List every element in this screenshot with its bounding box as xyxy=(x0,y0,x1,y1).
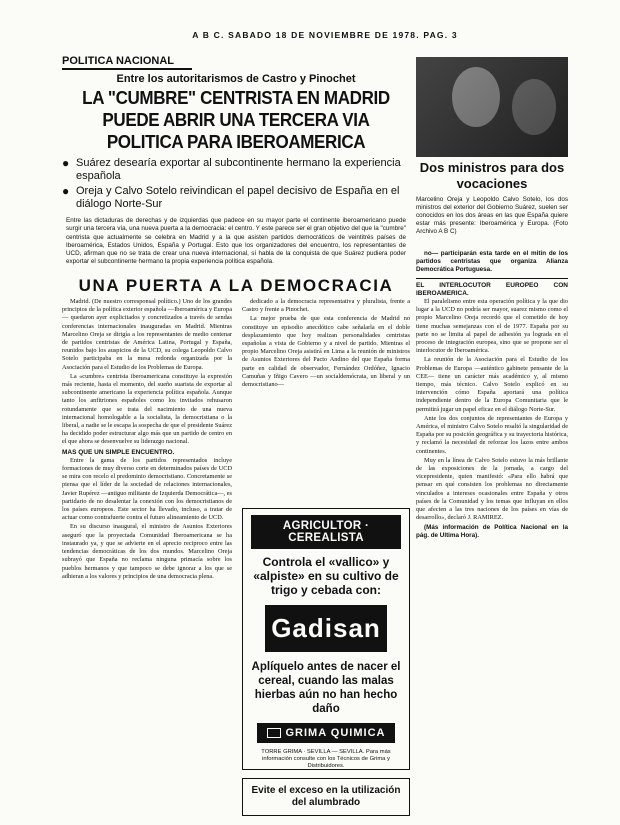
article-column-1 xyxy=(62,298,232,582)
ad-text: Aplíquelo antes de nacer el cereal, cuando las malas hierbas aún no han hecho daño xyxy=(251,661,401,715)
ad-address: TORRE GRIMA · SEVILLA — SEVILLA. Para más información consulte con los Técnicos de Grima y Distribuidores. xyxy=(261,749,391,769)
main-article xyxy=(62,55,410,267)
intro-paragraph: Entre las dictaduras de derechas y de izquierdas que padece en su mayor parte el continente iberoamericano puede surgir una tercera vía, una nueva puerta a la democracia: el centro. Y este parece ser el gran objetivo del que la "cumbre" centrista que actualmente se celebra en Madrid y a la que asisten partidos democráticos de veintitrés países de Iberoamérica, Estados Unidos, España y Portugal. Esto que los organizadores del encuentro, los representantes de UCD, afirman que no se trata de crear una nueva internacional, sí habla de la conquista de que Suárez pudiera poder exportar el subcontinente hermano la propia experiencia política española. xyxy=(66,217,406,266)
advertisement-gadisan[interactable] xyxy=(242,508,410,770)
ad-text: Controla el «vallico» y «alpiste» en su cultivo de trigo y cebada con: xyxy=(253,555,399,597)
photo-headline[interactable]: Dos ministros para dos vocaciones xyxy=(419,160,565,191)
subhead: EL INTERLOCUTOR EUROPEO CON IBEROAMERICA. xyxy=(416,281,568,297)
photo-ministers xyxy=(416,57,568,157)
bullet-item xyxy=(62,157,410,183)
article-column-3 xyxy=(416,250,568,541)
paragraph: no— participarán esta tarde en el mitin de los partidos centristas que organiza Alianza Democrática Portuguesa. xyxy=(416,250,568,274)
section-headline[interactable]: UNA PUERTA A LA DEMOCRACIA xyxy=(78,276,394,295)
paragraph: La reunión de la Asociación para el Estudio de los Problemas de Europa —auténtico gabinete pensante de la CEE— tiene un carácter más académico y, al mismo tiempo, más técnico. Calvo Sotelo explicó en su intervención cómo España aportará una política independiente dentro de la Europa Comunitaria que le permitirá jugar un papel eficaz en el diálogo Norte-Sur. xyxy=(416,356,568,413)
ad-brand xyxy=(257,723,395,743)
bullet-text: Oreja y Calvo Sotelo reivindican el papel decisivo de España en el diálogo Norte-Sur xyxy=(76,185,400,210)
paragraph: La mejor prueba de que esta conferencia de Madrid no constituye un episodio anecdótico cabe señalarla en el doble desplazamiento que hoy realizan personalidades centristas españolas a vista de Gobierno y a nivel de partido. Mientras el propio Marcelino Oreja asistirá en Lima a la reunión de ministros de Asuntos Exteriores del Pacto Andino del que España forma parte en calidad de observador, Fernández Ordóñez, Ignacio Camuñas y Iñigo Cavero —un socialdemócrata, un liberal y un democristiano— xyxy=(242,315,410,389)
bullet-item xyxy=(62,185,410,211)
paragraph: La «cumbre» centrista iberoamericana constituye la expresión más reciente, hasta el momento, del sueño suarista de exportar al subcontinente americano la experiencia política española. Aunque tanto los anfitriones españoles como los invitados rehusaron rotundamente que se trata del nacimiento de una nueva internacional homologable a la socialista, la democristiana o la liberal, a nadie se le escapa la sospecha de que el presidente Suárez ha decidido poder estructurar algo más que un partido de centro en el que ahora se desenvuelve su liderazgo nacional. xyxy=(62,372,232,446)
grima-logo-icon xyxy=(267,728,281,738)
photo-shading xyxy=(416,57,568,157)
paragraph: Ante los dos conjuntos de representantes de Europa y América, el ministro Calvo Sotelo resaltó la singularidad de España por su posición geográfica y su trayectoria histórica, y reclamó la necesidad de reforzar los lazos entre ambos continentes. xyxy=(416,414,568,455)
paragraph: (Más información de Política Nacional en la pág. de Ultima Hora). xyxy=(416,523,568,539)
article-column-2 xyxy=(242,298,410,390)
divider xyxy=(416,278,568,279)
paragraph: Muy en la línea de Calvo Sotelo estuvo la más brillante de las exposiciones de la jornada, a cargo del vicepresidente, quien manifestó: «Para ello habrá que pensar en qué consisten los problemas no directamente vinculados a intereses ocasionales entre España y otros países de la Comunidad y los temas que influyan en ellos que afecten a las tres naciones de los países en vías de desarrollo», declaró J. RAMIREZ. xyxy=(416,456,568,522)
bullet-text: Suárez desearía exportar al subcontinente hermano la experiencia española xyxy=(76,157,401,182)
subhead: MAS QUE UN SIMPLE ENCUENTRO. xyxy=(62,448,175,456)
bullet-list xyxy=(62,157,410,211)
masthead: A B C. SABADO 18 DE NOVIEMBRE DE 1978. PAG. 3 xyxy=(192,30,458,40)
bullet-icon: ● xyxy=(62,156,70,170)
ad-logo: Gadisan xyxy=(265,605,387,652)
kicker: Entre los autoritarismos de Castro y Pinochet xyxy=(116,73,356,85)
paragraph: dedicado a la democracia representativa y pluralista, frente a Castro y frente a Pinochet. xyxy=(242,298,410,314)
photo-caption: Marcelino Oreja y Leopoldo Calvo Sotelo, los dos ministros del exterior del Gobierno Suárez, suelen ser conocidos en los dos áreas en las que España quiere estar más presente: Iberoamérica y Europa. (Foto Archivo A B C) xyxy=(416,196,568,235)
ad-banner: AGRICULTOR · CEREALISTA xyxy=(251,515,401,549)
paragraph: El paralelismo entre esta operación política y la que dio lugar a la UCD no podría ser mayor, suarez mismo como el propio Marcelino Oreja recordó que el cometido de hoy tiene muchas semejanzas con el de 1977. España por su parte no se limita al papel de adhesión ya lograda en el proceso de integración europea, sino que se propone ser el interlocutor de Iberoamérica. xyxy=(416,298,568,355)
paragraph: Madrid. (De nuestro corresponsal político.) Uno de los grandes principios de la política exterior española —Iberoamérica y Europa— quedaron ayer explicitados y concretizados a través de sendas conferencias internacionales inauguradas en Madrid. Mientras Marcelino Oreja se dirigía a los representantes de medio centenar de partidos centristas de América Latina, Portugal y España, reunidos bajo los auspicios de la UCD, su colega Leopoldo Calvo Sotelo participaba en la mesa redonda organizada por la Asociación para el Estudio de los Problemas de Europa. xyxy=(62,298,232,371)
paragraph: Entre la gama de los partidos representados incluye formaciones de muy diverso corte en determinados países de UCD se mira con recelo el predominio democristiano. Concretamente se piensa que el líder de la sociedad de relaciones internacionales, Javier Rupérez —antiguo militante de Izquierda Democrática—, es partidario de no desalentar la conexión con los democristianos de los países europeos. Este sector ha llevado, incluso, a tratar de actuar como contrafuerte contra el futuro alineamiento de UCD. xyxy=(62,456,232,522)
paragraph: En su discurso inaugural, el ministro de Asuntos Exteriores aseguró que la proyectada Comunidad Iberoamericana se ha instaurado ya, y que se advierte en el aprecio reciproco entre las tendencias democráticas de los dos mundos. Marcelino Oreja subrayó que España no reclama ninguna primacía sobre los pueblos hermanos y que tampoco se debe ignorar a los que se adhieran a los valores y principios de una democracia plena. xyxy=(62,523,232,580)
bullet-icon: ● xyxy=(62,184,70,198)
ad-brand-text: GRIMA QUIMICA xyxy=(285,727,386,739)
headline[interactable]: LA "CUMBRE" CENTRISTA EN MADRID PUEDE ABRIR UNA TERCERA VIA POLITICA PARA IBEROAMERICA xyxy=(82,87,390,152)
section-label: POLITICA NACIONAL xyxy=(62,55,192,70)
advertisement-alumbrado[interactable]: Evite el exceso en la utilización del alumbrado xyxy=(242,778,410,816)
